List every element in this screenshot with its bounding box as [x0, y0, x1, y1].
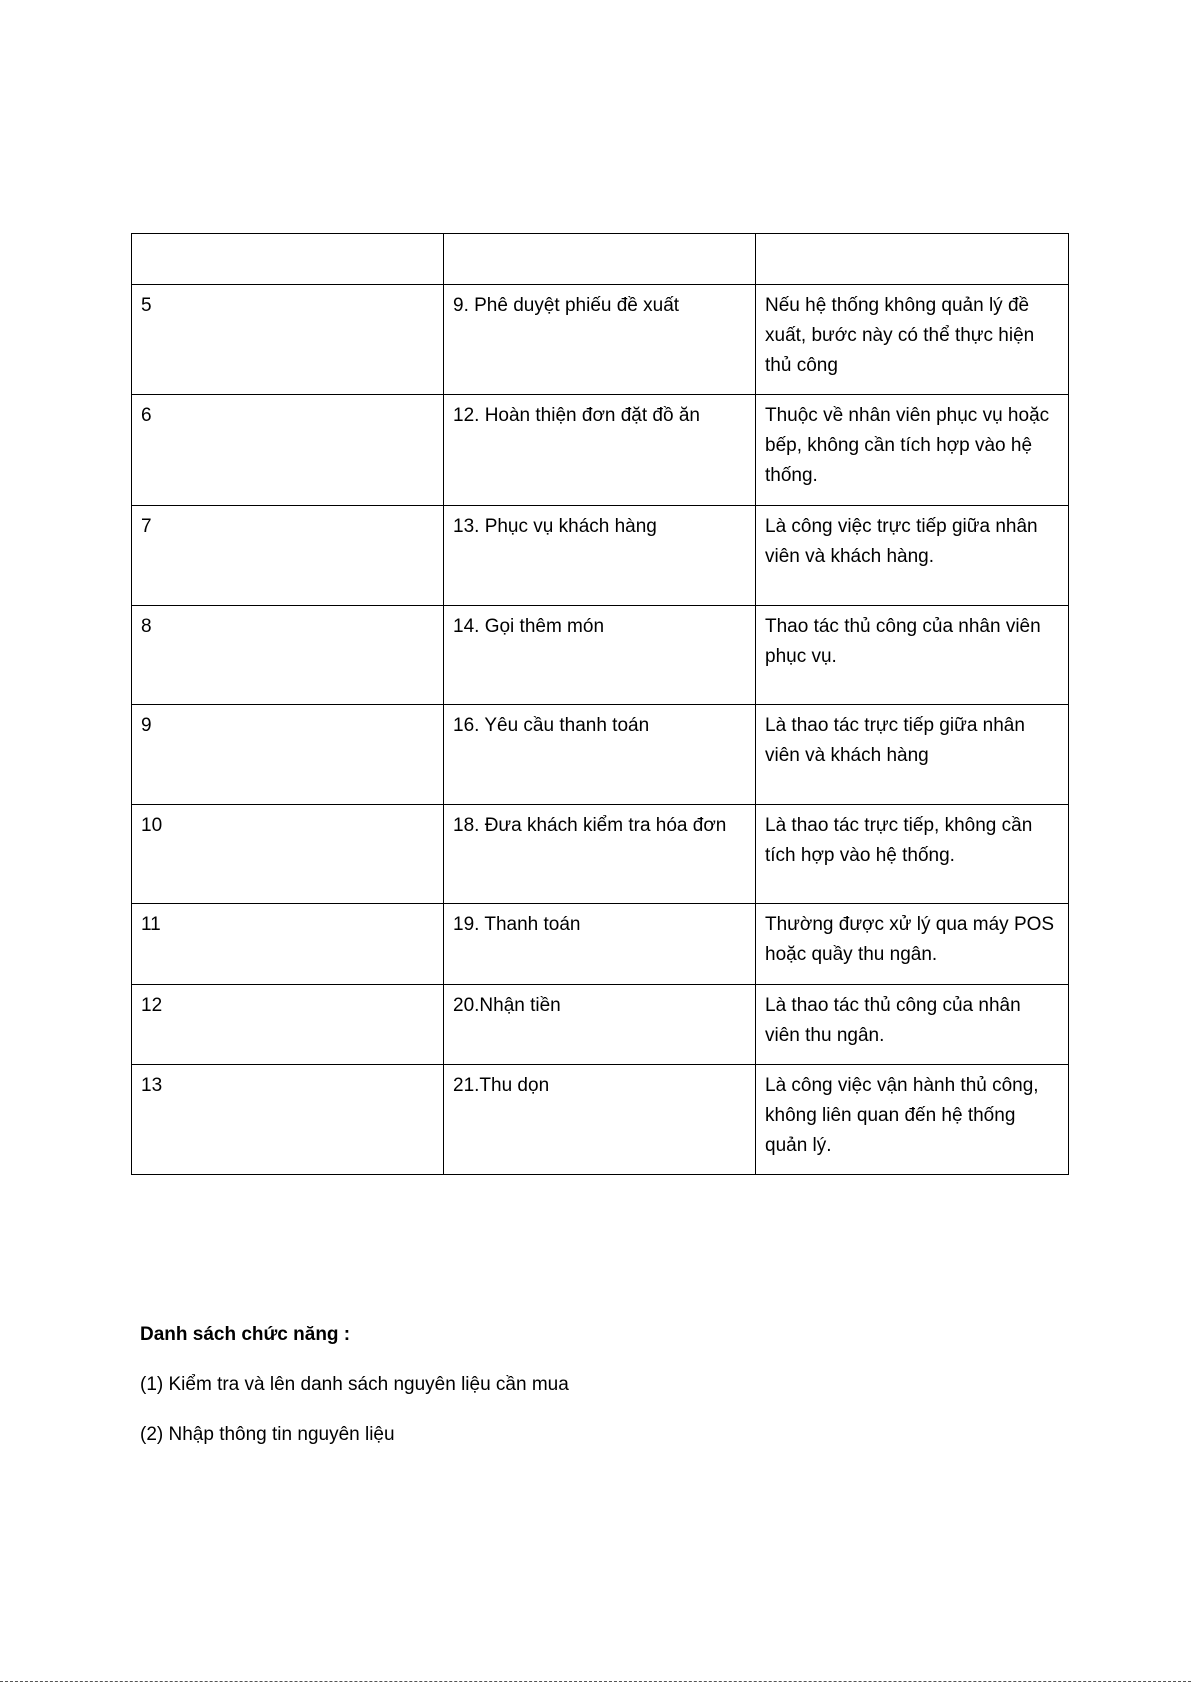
table-cell-reason	[756, 234, 1069, 285]
table-cell-reason: Thuộc về nhân viên phục vụ hoặc bếp, không cần tích hợp vào hệ thống.	[756, 395, 1069, 506]
function-list-heading: Danh sách chức năng :	[140, 1324, 351, 1345]
table-cell-no: 12	[132, 985, 444, 1065]
table-cell-reason: Là thao tác trực tiếp, không cần tích hợp vào hệ thống.	[756, 805, 1069, 904]
table-cell-reason: Là công việc vận hành thủ công, không liên quan đến hệ thống quản lý.	[756, 1065, 1069, 1175]
function-list-section	[140, 1320, 1040, 1470]
table-cell-step: 14. Gọi thêm món	[444, 606, 756, 705]
table-cell-reason: Là công việc trực tiếp giữa nhân viên và khách hàng.	[756, 506, 1069, 606]
page-bottom-divider	[0, 1681, 1191, 1682]
table-row	[132, 705, 1069, 805]
table-cell-step	[444, 234, 756, 285]
table-row	[132, 1065, 1069, 1175]
table-row	[132, 395, 1069, 506]
table-cell-reason: Thường được xử lý qua máy POS hoặc quầy thu ngân.	[756, 904, 1069, 985]
table-cell-no: 11	[132, 904, 444, 985]
table-cell-reason: Là thao tác thủ công của nhân viên thu ngân.	[756, 985, 1069, 1065]
table-cell-step: 19. Thanh toán	[444, 904, 756, 985]
table-cell-step: 20.Nhận tiền	[444, 985, 756, 1065]
table-row	[132, 904, 1069, 985]
table-cell-step: 18. Đưa khách kiểm tra hóa đơn	[444, 805, 756, 904]
table-cell-step: 9. Phê duyệt phiếu đề xuất	[444, 285, 756, 395]
table-cell-reason: Nếu hệ thống không quản lý đề xuất, bước này có thể thực hiện thủ công	[756, 285, 1069, 395]
table-cell-no: 10	[132, 805, 444, 904]
table-cell-no: 8	[132, 606, 444, 705]
table-cell-no: 5	[132, 285, 444, 395]
table-cell-no: 7	[132, 506, 444, 606]
function-list-item: (2) Nhập thông tin nguyên liệu	[140, 1424, 395, 1445]
table-row	[132, 985, 1069, 1065]
table-cell-step: 12. Hoàn thiện đơn đặt đồ ăn	[444, 395, 756, 506]
table-row	[132, 606, 1069, 705]
table-cell-no: 6	[132, 395, 444, 506]
table-cell-step: 21.Thu dọn	[444, 1065, 756, 1175]
table-cell-no: 9	[132, 705, 444, 805]
table-cell-step: 13. Phục vụ khách hàng	[444, 506, 756, 606]
table-row	[132, 506, 1069, 606]
table-row	[132, 805, 1069, 904]
table-cell-reason: Là thao tác trực tiếp giữa nhân viên và khách hàng	[756, 705, 1069, 805]
functions-table	[131, 233, 1069, 1175]
table-cell-no	[132, 234, 444, 285]
function-list-item: (1) Kiểm tra và lên danh sách nguyên liệu cần mua	[140, 1374, 569, 1395]
table-cell-reason: Thao tác thủ công của nhân viên phục vụ.	[756, 606, 1069, 705]
table-cell-no: 13	[132, 1065, 444, 1175]
table-cell-step: 16. Yêu cầu thanh toán	[444, 705, 756, 805]
table-header-row	[132, 234, 1069, 285]
table-row	[132, 285, 1069, 395]
